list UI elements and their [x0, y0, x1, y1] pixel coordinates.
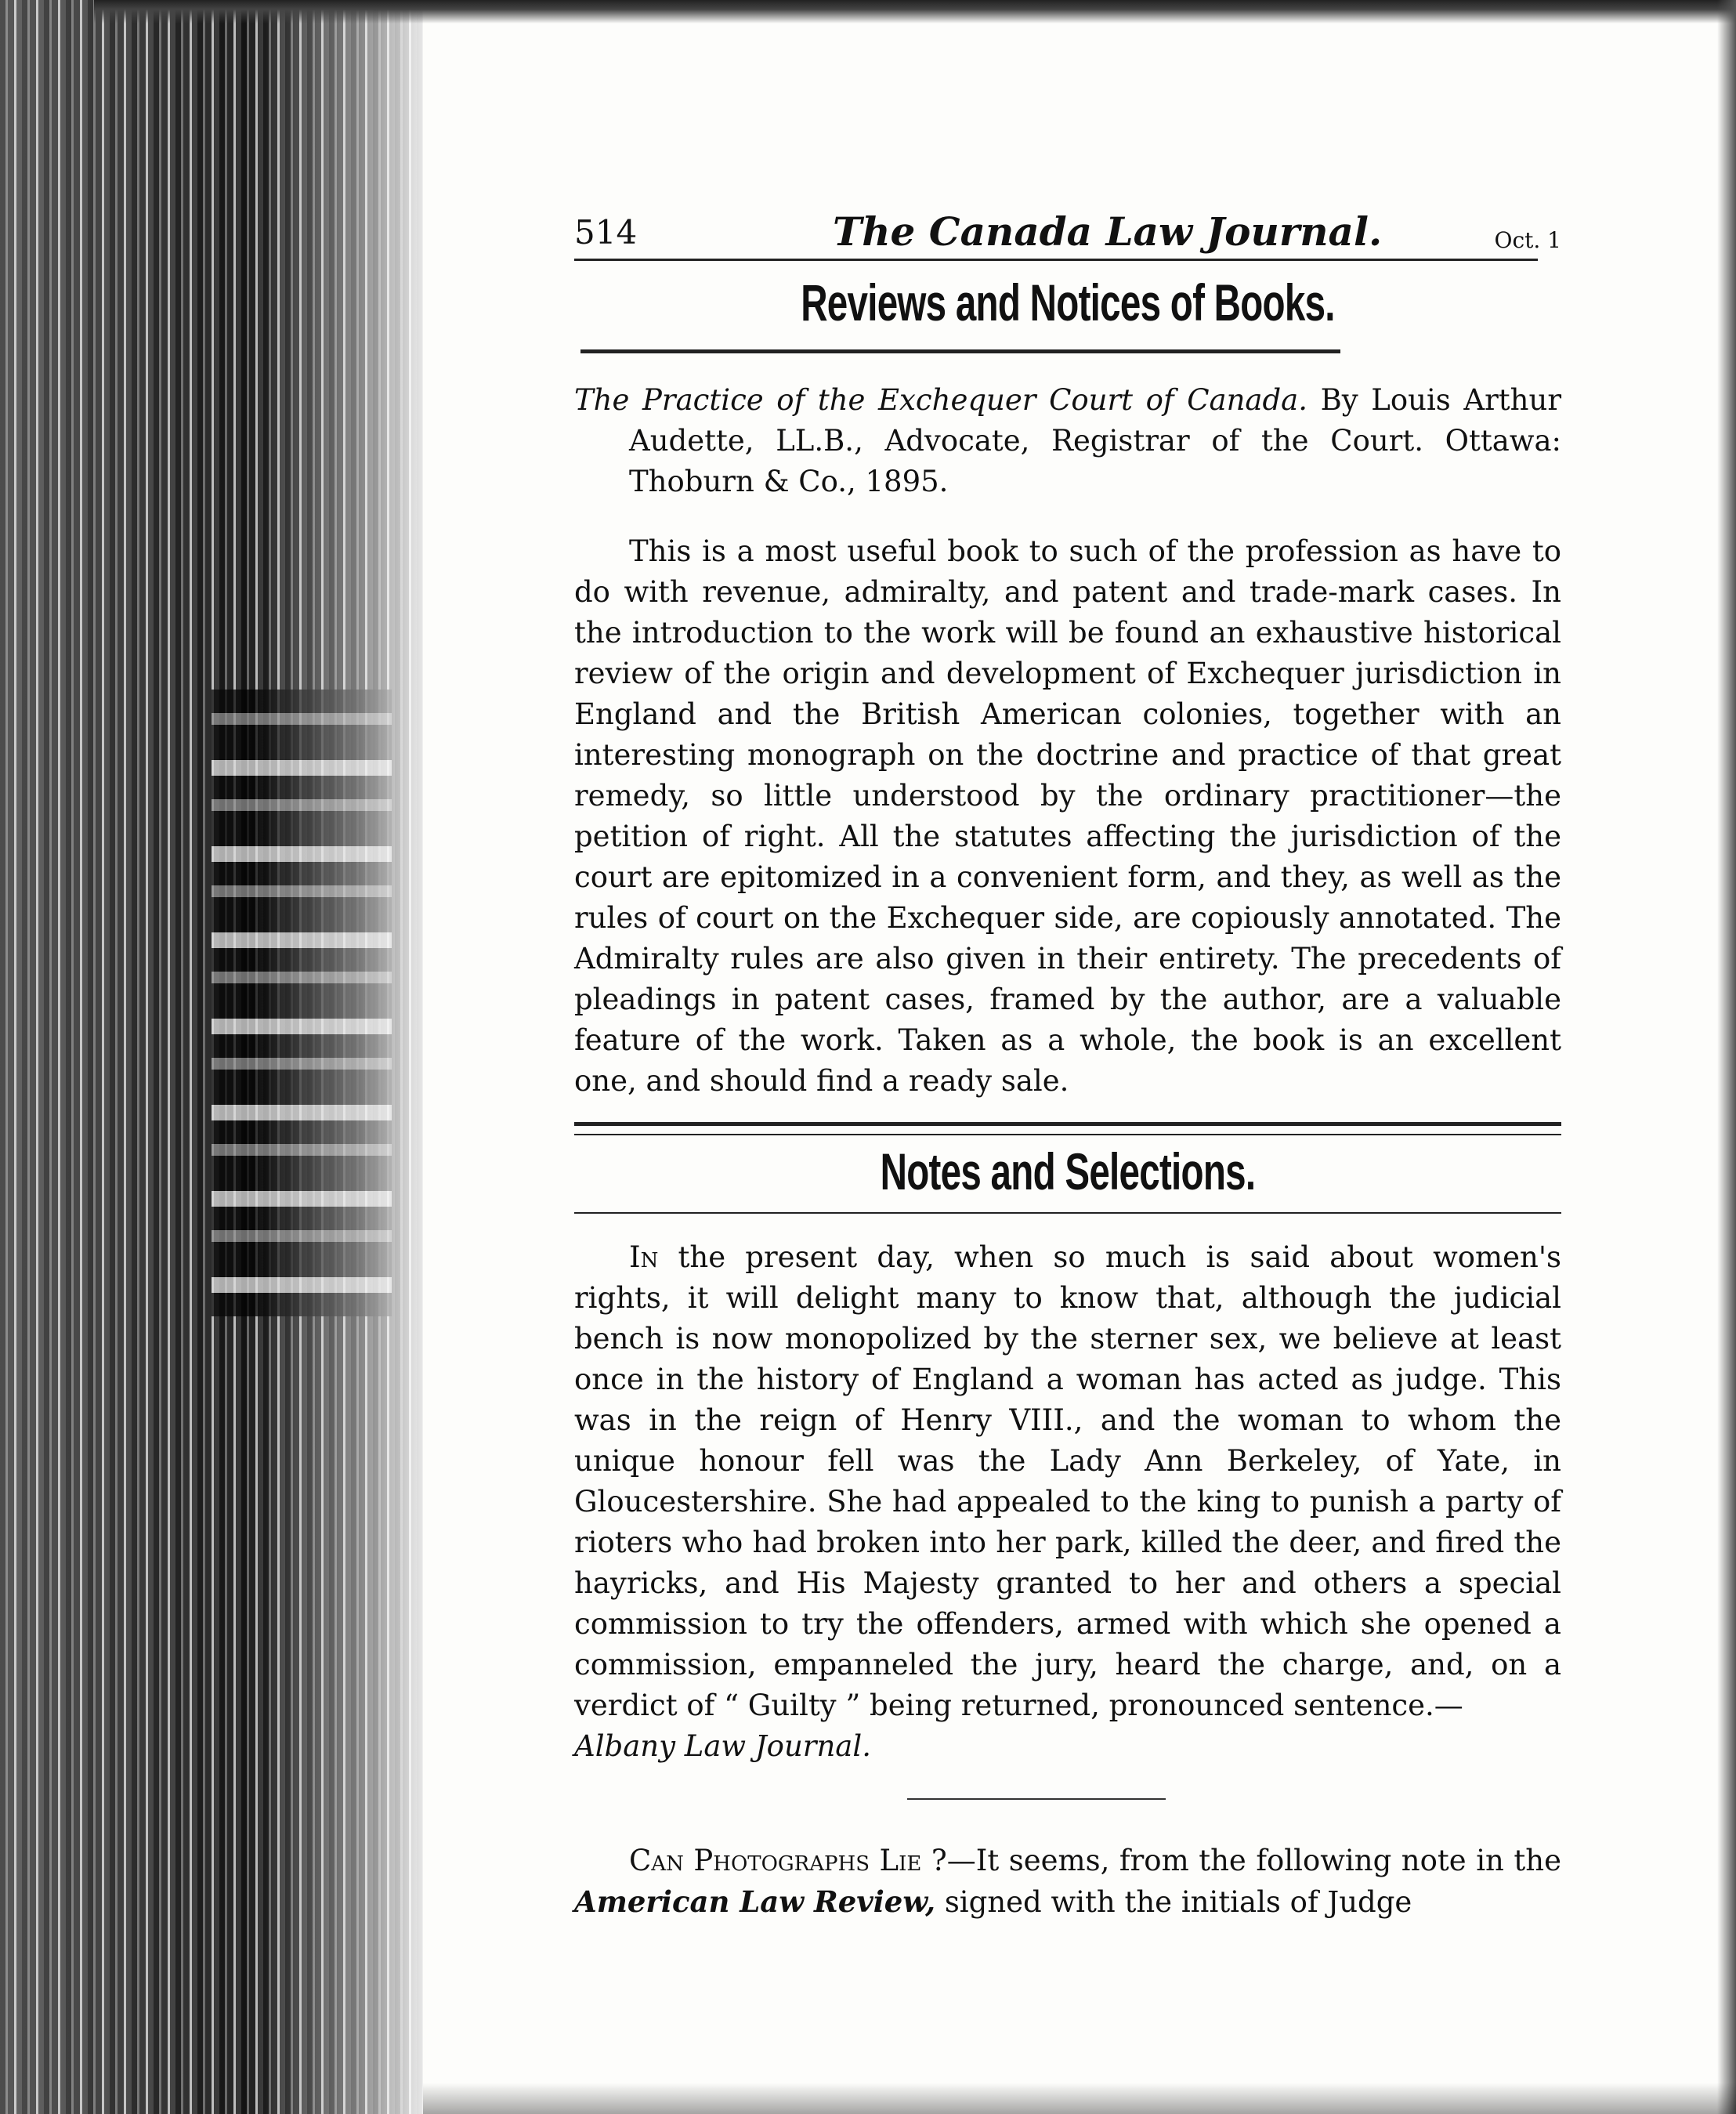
page-number: 514 — [574, 213, 638, 252]
notes-heading: Notes and Selections. — [880, 1142, 1256, 1200]
right-page-edge — [1717, 0, 1736, 2114]
notes-paragraph-2 — [574, 1841, 1561, 1923]
paragraph-text: the present day, when so much is said about women's rights, it will delight many to know that, although the judicial bench is now monopolized by the sterner sex, we believe at least once in the history of England a woman has acted as judge. This was in the reign of Henry VIII., and the woman to whom the unique honour fell was the Lady Ann Berkeley, of Yate, in Gloucestershire. She had appealed to the king to punish a party of rioters who had broken into her park, killed the deer, and fired the hayricks, and His Majesty granted to her and others a special commission to try the offenders, armed with which she opened a commission, empanneled the jury, heard the charge, and, on a verdict of “ Guilty ” being returned, pronounced sentence.— — [574, 1240, 1561, 1722]
review-paragraph: This is a most useful book to such of the profession as have to do with revenue, admiralty, and patent and trade-mark cases. In the introduction to the work will be found an exhaustive historical review of the origin and development of Exchequer jurisdiction in England and the British American colonies, together with an interesting monograph on the doctrine and practice of that great remedy, so little understood by the ordinary practitioner—the petition of right. All the statutes affecting the jurisdiction of the court are epitomized in a convenient form, and they, as well as the rules of court on the Exchequer side, are copiously annotated. The Admiralty rules are also given in their entirety. The precedents of pleadings in patent cases, framed by the author, are a valuable feature of the work. Taken as a whole, the book is an excellent one, and should find a ready sale. — [574, 534, 1561, 1098]
issue-date: Oct. 1 — [1494, 227, 1561, 253]
review-name: American Law Review, — [574, 1884, 936, 1919]
source-attribution: Albany Law Journal. — [574, 1729, 871, 1763]
journal-title: The Canada Law Journal. — [833, 208, 1383, 255]
top-page-edge — [94, 0, 1736, 24]
paragraph-text-end: signed with the initials of Judge — [935, 1885, 1412, 1919]
note-separator — [907, 1798, 1166, 1800]
bottom-page-edge — [423, 2083, 1736, 2114]
reviews-heading: Reviews and Notices of Books. — [801, 273, 1335, 331]
paragraph-lead: In — [629, 1240, 659, 1274]
running-head — [574, 196, 1561, 259]
book-citation — [574, 380, 1561, 502]
notes-heading-rule — [574, 1212, 1561, 1214]
reviews-heading-rule — [580, 349, 1340, 353]
book-title: The Practice of the Exchequer Court of Canada. — [574, 383, 1307, 417]
paragraph-lead: Can Photographs Lie ? — [629, 1844, 947, 1877]
notes-paragraph-1 — [574, 1237, 1561, 1726]
book-details: By Louis Arthur Audette, LL.B., Advocate, Registrar of the Court. Ottawa: Thoburn & Co., 1895. — [629, 383, 1562, 498]
running-head-rule — [574, 259, 1538, 261]
gutter-shading — [0, 0, 423, 2114]
section-divider — [574, 1122, 1561, 1135]
page-content — [574, 196, 1561, 1923]
paragraph-text: —It seems, from the following note in the — [946, 1844, 1561, 1877]
